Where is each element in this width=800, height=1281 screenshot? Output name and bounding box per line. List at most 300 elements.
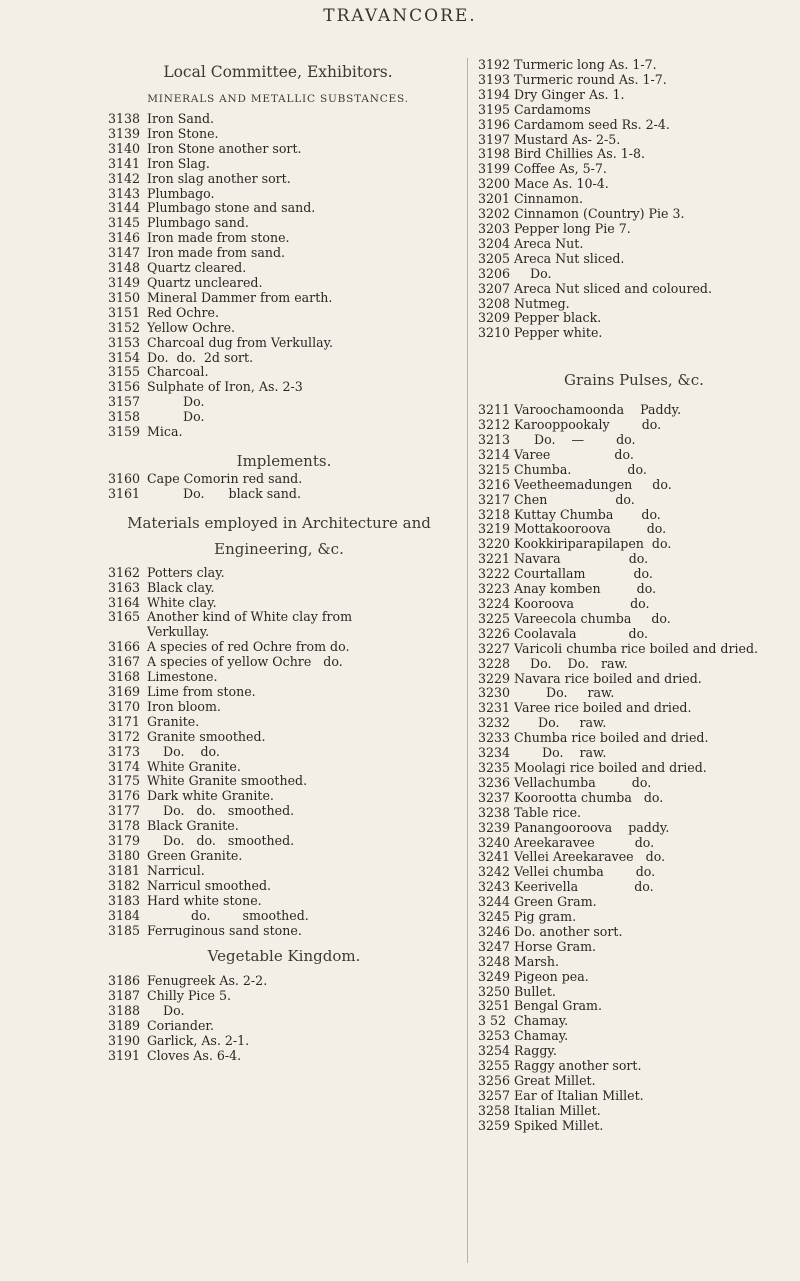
item-number: 3142 [108,170,141,186]
item-description: Areca Nut sliced. [514,250,625,266]
item-description: Do. [147,394,205,410]
item-number: 3251 [478,998,511,1014]
item-number: 3224 [478,596,511,611]
list-item [108,380,460,395]
item-number: 3187 [108,988,141,1004]
list-item [478,806,790,821]
item-number: 3228 [478,655,511,671]
list-item [108,924,460,939]
item-description: Granite. [147,713,200,729]
materials-heading [78,502,480,566]
implements-heading: Implements. [236,451,332,470]
item-description: A species of red Ochre from do. [147,639,350,655]
list-item [108,789,460,804]
item-number: 3162 [108,564,141,580]
item-number: 3210 [478,325,511,341]
item-number: 3245 [478,909,511,925]
item-description: Potters clay. [147,564,225,580]
item-description: Raggy. [514,1043,557,1059]
item-number: 3241 [478,849,511,865]
item-number: 3155 [108,364,141,380]
list-item [108,989,460,1004]
list-item [478,1014,790,1029]
item-description: Bullet. [514,983,556,999]
item-number: 3203 [478,220,511,236]
item-description: Kooroova do. [514,596,650,611]
item-number: 3176 [108,788,141,804]
item-number: 3143 [108,185,141,201]
list-item [478,925,790,940]
list-item [108,472,460,487]
item-description: Coffee As, 5-7. [514,161,607,177]
item-number: 3240 [478,834,511,850]
list-item [478,1044,790,1059]
item-description: Yellow Ochre. [147,319,236,335]
item-description: Do. — do. [514,432,636,448]
item-description: Varicoli chumba rice boiled and dried. [514,640,759,656]
item-number: 3181 [108,862,141,878]
list-item [478,522,790,537]
spices-list [478,58,790,341]
item-description: Another kind of White clay from Verkullay. [147,609,353,640]
item-number: 3152 [108,319,141,335]
item-number: 3158 [108,409,141,425]
list-item [108,365,460,380]
item-number: 3168 [108,669,141,685]
list-item [478,326,790,341]
list-item [478,463,790,478]
item-number: 3172 [108,728,141,744]
list-item [478,282,790,297]
list-item [108,321,460,336]
list-item [108,201,460,216]
item-number: 3218 [478,506,511,522]
list-item [108,112,460,127]
item-number: 3182 [108,877,141,893]
list-item [478,880,790,895]
list-item [478,955,790,970]
list-item [108,715,460,730]
list-item [478,910,790,925]
item-description: Cinnamon. [514,191,584,207]
item-number: 3177 [108,803,141,819]
list-item [478,162,790,177]
column-divider [467,58,468,1263]
vegetable-heading: Vegetable Kingdom. [207,947,361,966]
item-description: Koorootta chumba do. [514,789,664,805]
list-item [108,157,460,172]
item-number: 3258 [478,1102,511,1118]
list-item [108,581,460,596]
item-number: 3195 [478,101,511,117]
item-description: Granite smoothed. [147,728,266,744]
item-description: Narricul. [147,862,205,878]
list-item [108,142,460,157]
list-item [108,1004,460,1019]
list-item [108,774,460,789]
list-item [478,642,790,657]
list-item [108,670,460,685]
item-description: Iron made from stone. [147,230,290,246]
item-number: 3248 [478,953,511,969]
item-description: Ferruginous sand stone. [147,922,302,938]
list-item [108,909,460,924]
item-description: Do. raw. [514,745,607,761]
item-description: Chamay. [514,1028,569,1044]
list-item [478,761,790,776]
item-number: 3141 [108,155,141,171]
item-description: Cinnamon (Country) Pie 3. [514,206,685,222]
list-item [108,596,460,611]
list-item [478,850,790,865]
item-description: Navara do. [514,551,649,567]
item-description: Coriander. [147,1018,215,1034]
item-description: Turmeric round As. 1-7. [514,71,667,87]
item-description: Table rice. [514,804,582,820]
item-description: Narricul smoothed. [147,877,272,893]
materials-heading-line-1: Materials employed in Architecture and [127,513,431,532]
item-number: 3206 [478,265,511,281]
list-item [478,297,790,312]
item-description: Chumba. do. [514,461,647,477]
item-description: Areekaravee do. [514,834,655,850]
item-description: Nutmeg. [514,295,570,311]
item-number: 3178 [108,818,141,834]
item-number: 3225 [478,610,511,626]
item-number: 3209 [478,310,511,326]
item-description: Plumbago. [147,185,215,201]
item-number: 3231 [478,700,511,716]
item-number: 3192 [478,57,511,72]
item-number: 3149 [108,274,141,290]
item-number: 3253 [478,1028,511,1044]
item-number: 3244 [478,894,511,910]
list-item [478,448,790,463]
list-item [108,291,460,306]
item-number: 3236 [478,774,511,790]
item-description: Do. do. 2d sort. [147,349,254,365]
item-number: 3212 [478,417,511,433]
list-item [108,566,460,581]
list-item [478,118,790,133]
list-item [478,207,790,222]
item-description: Do. [147,409,205,425]
item-description: Hard white stone. [147,892,262,908]
item-description: Vellei chumba do. [514,864,656,880]
item-number: 3147 [108,245,141,261]
list-item [108,246,460,261]
item-description: Cardamom seed Rs. 2-4. [514,116,670,132]
item-number: 3235 [478,759,511,775]
item-number: 3217 [478,491,511,507]
item-description: Mottakooroova do. [514,521,667,537]
item-description: Iron Stone another sort. [147,140,302,156]
list-item [108,760,460,775]
item-number: 3159 [108,424,141,440]
item-description: Do. do. [147,743,220,759]
item-description: Quartz cleared. [147,260,247,276]
item-description: Vareecola chumba do. [514,610,671,626]
item-description: Anay komben do. [514,581,657,597]
item-number: 3214 [478,446,511,462]
item-description: Mace As. 10-4. [514,176,609,192]
item-description: Iron slag another sort. [147,170,291,186]
list-item [478,895,790,910]
item-number: 3138 [108,111,141,126]
item-description: Iron made from sand. [147,245,286,261]
item-number: 3153 [108,334,141,350]
item-number: 3219 [478,521,511,537]
item-description: Veetheemadungen do. [514,476,672,492]
list-item [108,187,460,202]
item-description: Bengal Gram. [514,998,602,1014]
item-description: do. smoothed. [147,907,309,923]
item-number: 3227 [478,640,511,656]
item-description: Do. black sand. [147,485,301,501]
item-number: 3243 [478,879,511,895]
list-item [108,685,460,700]
item-description: Cloves As. 6-4. [147,1047,242,1063]
left-column [108,58,460,1064]
item-description: Pepper black. [514,310,602,326]
list-item [108,640,460,655]
item-number: 3221 [478,551,511,567]
item-number: 3254 [478,1043,511,1059]
list-item [108,351,460,366]
item-description: Cardamoms [514,101,591,117]
item-number: 3161 [108,485,141,501]
item-number: 3239 [478,819,511,835]
list-item [478,237,790,252]
item-description: Chamay. [514,1013,569,1029]
list-item [478,567,790,582]
item-number: 3148 [108,260,141,276]
list-item [478,970,790,985]
list-item [478,508,790,523]
item-number: 3208 [478,295,511,311]
item-description: Cape Comorin red sand. [147,470,303,486]
item-description: Great Millet. [514,1073,596,1088]
item-number: 3191 [108,1047,141,1063]
item-number: 3188 [108,1003,141,1019]
list-item [478,865,790,880]
item-description: Iron bloom. [147,698,221,714]
item-number: 3150 [108,289,141,305]
list-item [478,537,790,552]
list-item [478,731,790,746]
item-number: 3237 [478,789,511,805]
item-number: 3233 [478,730,511,746]
list-item [478,940,790,955]
item-description: Red Ochre. [147,304,219,320]
item-number: 3230 [478,685,511,701]
item-number: 3259 [478,1117,511,1133]
item-description: Vellei Areekaravee do. [514,849,666,865]
item-description: Iron Stone. [147,125,219,141]
list-item [108,216,460,231]
item-description: Bird Chillies As. 1-8. [514,146,645,162]
item-description: Do. [147,1003,185,1019]
item-description: Do. raw. [514,715,607,731]
implements-list [108,472,460,502]
list-item [108,261,460,276]
list-item [108,655,460,670]
item-description: Dark white Granite. [147,788,274,804]
item-number: 3246 [478,923,511,939]
list-item [108,410,460,425]
list-item [478,147,790,162]
item-description: Karooppookaly do. [514,417,662,433]
item-number: 3205 [478,250,511,266]
item-number: 3156 [108,379,141,395]
list-item [108,864,460,879]
item-description: Charcoal dug from Verkullay. [147,334,334,350]
list-item [478,627,790,642]
item-description: White Granite. [147,758,241,774]
item-description: Varee do. [514,446,634,462]
item-description: Varee rice boiled and dried. [514,700,692,716]
item-number: 3167 [108,654,141,670]
item-number: 3179 [108,833,141,849]
item-description: Navara rice boiled and dried. [514,670,702,686]
item-number: 3173 [108,743,141,759]
item-description: Courtallam do. [514,566,653,582]
list-item [478,701,790,716]
list-item [478,657,790,672]
list-item [478,999,790,1014]
list-item [108,700,460,715]
list-item [478,1119,790,1134]
item-number: 3201 [478,191,511,207]
list-item [478,133,790,148]
page-title: TRAVANCORE. [323,6,477,26]
item-description: Moolagi rice boiled and dried. [514,759,707,775]
item-number: 3151 [108,304,141,320]
item-number: 3140 [108,140,141,156]
item-description: Green Granite. [147,847,243,863]
grains-heading: Grains Pulses, &c. [564,371,704,390]
list-item [478,582,790,597]
list-item [108,336,460,351]
item-number: 3257 [478,1087,511,1103]
list-item [108,730,460,745]
item-number: 3154 [108,349,141,365]
list-item [478,1089,790,1104]
item-number: 3255 [478,1058,511,1074]
item-description: Raggy another sort. [514,1058,642,1074]
right-column [478,58,790,1134]
item-description: Chumba rice boiled and dried. [514,730,709,746]
item-number: 3223 [478,581,511,597]
list-item [108,487,460,502]
item-number: 3175 [108,773,141,789]
item-description: Black Granite. [147,818,239,834]
materials-heading-line-2: Engineering, &c. [214,539,344,558]
item-number: 3196 [478,116,511,132]
item-description: Sulphate of Iron, As. 2-3 [147,379,303,395]
item-number: 3199 [478,161,511,177]
item-number: 3164 [108,594,141,610]
item-number: 3197 [478,131,511,147]
list-item [108,127,460,142]
item-number: 3145 [108,215,141,231]
item-number: 3200 [478,176,511,192]
list-item [478,58,790,73]
item-description: Spiked Millet. [514,1117,604,1133]
list-item [108,745,460,760]
list-item [478,478,790,493]
item-description: Ear of Italian Millet. [514,1087,644,1103]
list-item [108,834,460,849]
item-description: Keerivella do. [514,879,654,895]
item-number: 3170 [108,698,141,714]
item-description: Quartz uncleared. [147,274,263,290]
list-item [478,1074,790,1089]
item-description: Charcoal. [147,364,209,380]
item-description: Do. [514,265,552,281]
list-item [478,88,790,103]
item-description: Kuttay Chumba do. [514,506,661,522]
list-item [478,433,790,448]
list-item [108,1049,460,1064]
item-description: Horse Gram. [514,938,597,954]
list-item [478,776,790,791]
list-item [478,716,790,731]
item-number: 3256 [478,1073,511,1088]
list-item [478,612,790,627]
list-item [478,418,790,433]
item-number: 3183 [108,892,141,908]
item-number: 3234 [478,745,511,761]
item-description: White clay. [147,594,217,610]
item-description: Areca Nut. [514,235,584,251]
item-number: 3193 [478,71,511,87]
item-description: Chen do. [514,491,635,507]
item-number: 3189 [108,1018,141,1034]
list-item [478,177,790,192]
item-number: 3202 [478,206,511,222]
item-description: Do. Do. raw. [514,655,628,671]
item-description: Green Gram. [514,894,597,910]
list-item [478,1059,790,1074]
item-number: 3171 [108,713,141,729]
item-number: 3198 [478,146,511,162]
item-description: Pig gram. [514,909,577,925]
item-description: Do. do. smoothed. [147,833,295,849]
item-description: Kookkiriparapilapen do. [514,536,672,552]
list-item [108,819,460,834]
item-number: 3204 [478,235,511,251]
item-number: 3165 [108,609,141,625]
item-description: Chilly Pice 5. [147,988,231,1004]
item-description: Mica. [147,424,183,440]
list-item [478,403,790,418]
item-number: 3174 [108,758,141,774]
item-number: 3139 [108,125,141,141]
item-number: 3226 [478,625,511,641]
list-item [478,821,790,836]
list-item [108,1019,460,1034]
item-description: Marsh. [514,953,560,969]
item-number: 3185 [108,922,141,938]
item-description: Plumbago sand. [147,215,249,231]
list-item [478,267,790,282]
item-number: 3216 [478,476,511,492]
item-description: Pepper white. [514,325,603,341]
item-number: 3184 [108,907,141,923]
list-item [478,672,790,687]
list-item [108,610,460,640]
